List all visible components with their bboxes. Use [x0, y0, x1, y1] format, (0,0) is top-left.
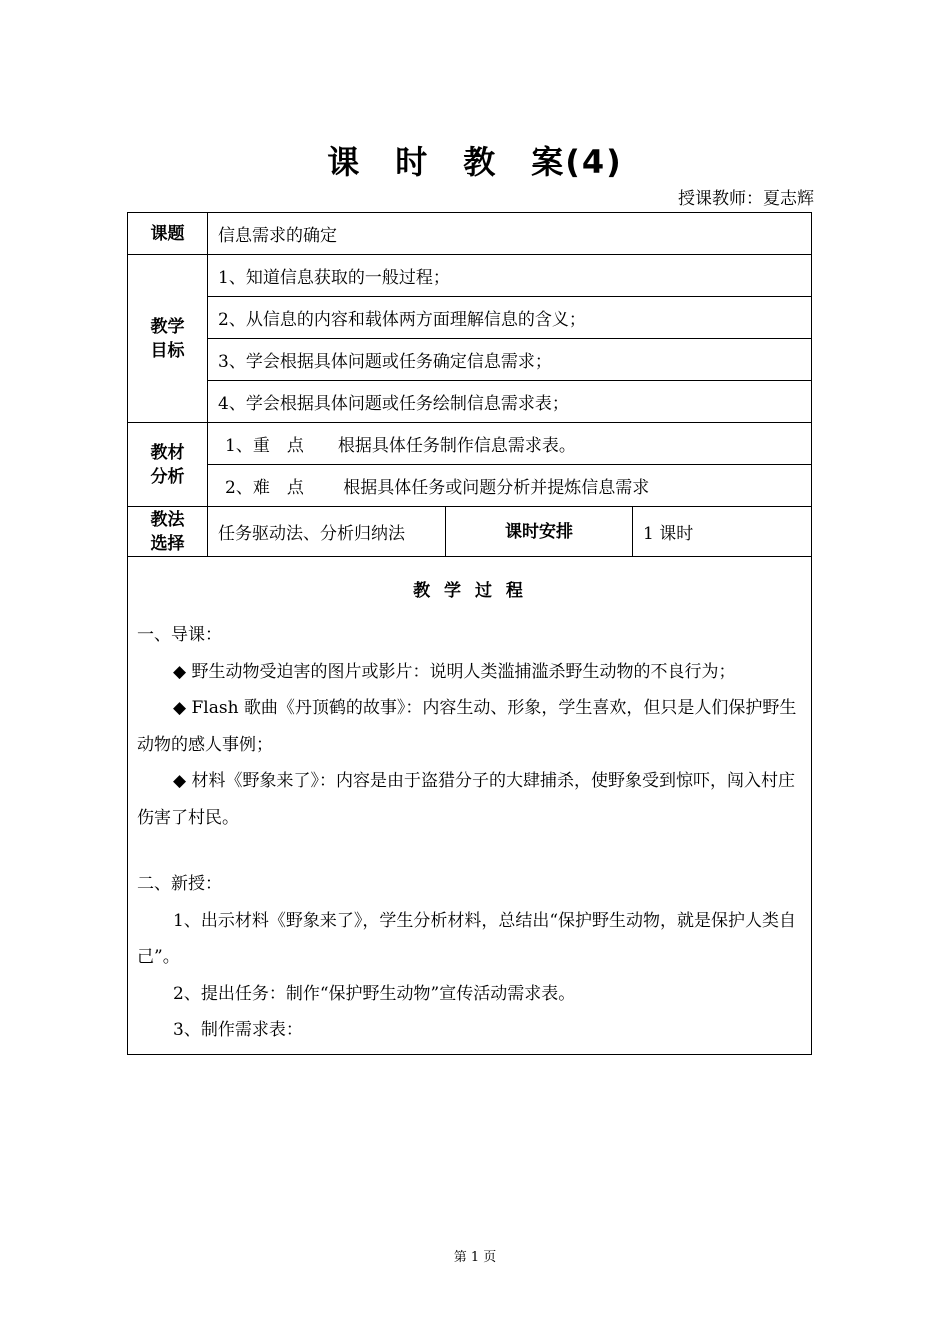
- schedule-label: 课时安排: [446, 507, 633, 557]
- goal-item: 4、学会根据具体问题或任务绘制信息需求表；: [208, 381, 812, 423]
- analysis-key-point: 1、重 点 根据具体任务制作信息需求表。: [208, 423, 812, 465]
- goal-row: [128, 297, 812, 339]
- page-number: 第 1 页: [453, 1250, 497, 1265]
- schedule-value: 1 课时: [633, 507, 812, 557]
- teacher-line: 授课教师：夏志辉: [678, 189, 814, 209]
- goal-row: [128, 381, 812, 423]
- intro-heading: 一、导课：: [137, 625, 222, 645]
- analysis-row: [128, 423, 812, 465]
- process-cell: [128, 557, 812, 1055]
- intro-item: ◆ 野生动物受迫害的图片或影片：说明人类滥捕滥杀野生动物的不良行为；: [173, 661, 736, 682]
- topic-label: 课题: [128, 213, 208, 255]
- analysis-label: 教材分析: [128, 423, 208, 507]
- goal-item: 2、从信息的内容和载体两方面理解信息的含义；: [208, 297, 812, 339]
- goals-label: 教学目标: [128, 255, 208, 423]
- new-item: 3、制作需求表：: [173, 1020, 303, 1040]
- method-row: [128, 507, 812, 557]
- intro-item: ◆ Flash 歌曲《丹顶鹤的故事》：内容生动、形象，学生喜欢，但只是人们保护野生动物的感人事例；: [137, 698, 797, 755]
- analysis-difficult-point: 2、难 点 根据具体任务或问题分析并提炼信息需求: [208, 465, 812, 507]
- goal-row: [128, 339, 812, 381]
- new-item: 2、提出任务：制作“保护野生动物”宣传活动需求表。: [173, 983, 576, 1004]
- process-title: 教 学 过 程: [413, 581, 527, 601]
- analysis-row: [128, 465, 812, 507]
- new-heading: 二、新授：: [137, 874, 222, 894]
- goal-item: 3、学会根据具体问题或任务确定信息需求；: [208, 339, 812, 381]
- goal-row: [128, 255, 812, 297]
- page-title: 课 时 教 案(4): [327, 143, 623, 181]
- intro-item: ◆ 材料《野象来了》：内容是由于盗猎分子的大肆捕杀，使野象受到惊吓，闯入村庄伤害了村民。: [137, 771, 795, 828]
- topic-row: [128, 213, 812, 255]
- process-body: [137, 617, 803, 1049]
- lesson-plan-table: [127, 212, 812, 1055]
- goal-item: 1、知道信息获取的一般过程；: [208, 255, 812, 297]
- method-value: 任务驱动法、分析归纳法: [208, 507, 446, 557]
- topic-value: 信息需求的确定: [208, 213, 812, 255]
- method-label: 教法选择: [128, 507, 208, 557]
- new-item: 1、出示材料《野象来了》，学生分析材料，总结出“保护野生动物，就是保护人类自己”。: [137, 910, 797, 967]
- process-row: [128, 557, 812, 1055]
